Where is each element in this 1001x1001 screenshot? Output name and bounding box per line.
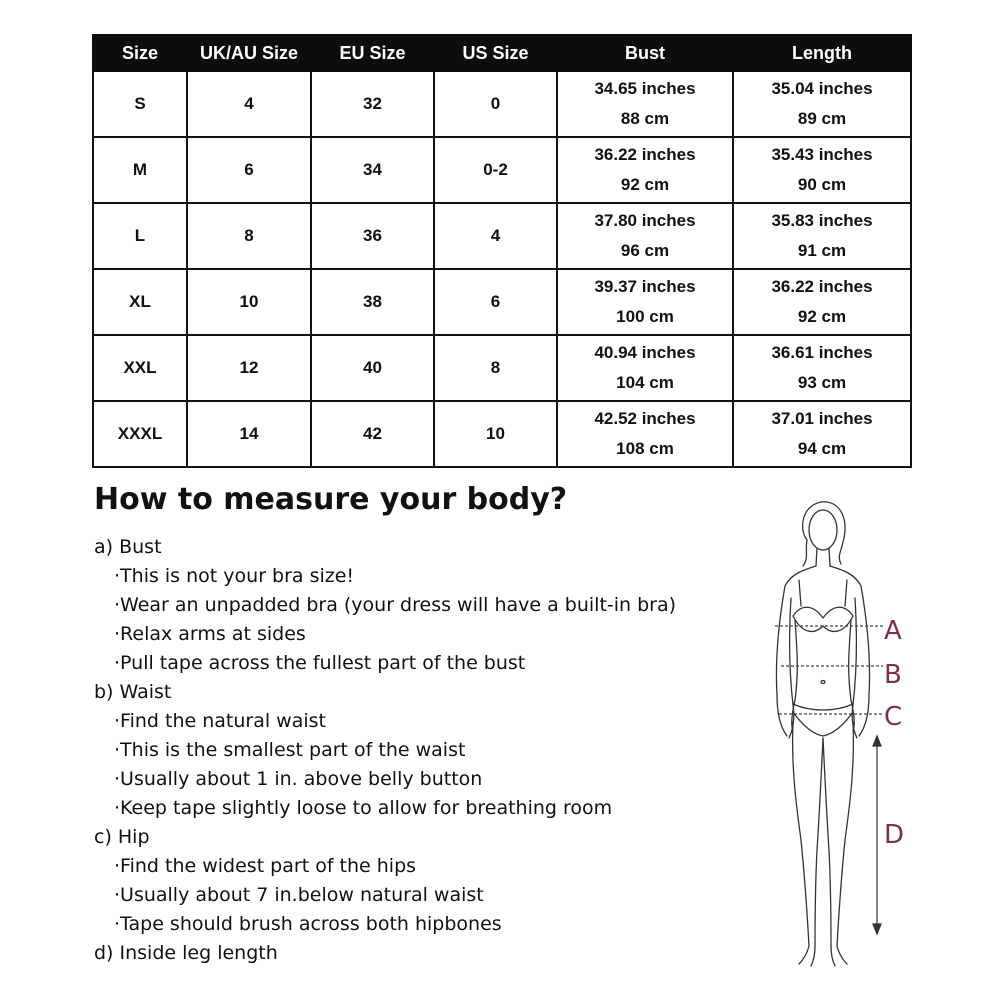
cell-eu-size: 36 <box>311 203 434 269</box>
length-cm: 94 cm <box>797 439 847 458</box>
header-bust: Bust <box>557 35 733 71</box>
cell-us-size: 0 <box>434 71 557 137</box>
cell-us-size: 8 <box>434 335 557 401</box>
bust-inches: 42.52 inches <box>594 409 696 428</box>
cell-bust <box>557 401 733 467</box>
list-item: ·This is the smallest part of the waist <box>114 739 466 761</box>
bust-inches: 40.94 inches <box>594 343 696 362</box>
label-d: D <box>884 820 905 850</box>
measuring-instructions <box>94 533 734 968</box>
cell-eu-size: 38 <box>311 269 434 335</box>
cell-eu-size: 42 <box>311 401 434 467</box>
cell-size: XXXL <box>93 401 187 467</box>
list-item: ·Keep tape slightly loose to allow for breathing room <box>114 797 613 819</box>
label-b: B <box>884 660 902 690</box>
bust-inches: 39.37 inches <box>594 277 696 296</box>
cell-bust <box>557 71 733 137</box>
list-item: ·Find the natural waist <box>114 710 326 732</box>
cell-uk-size: 10 <box>187 269 311 335</box>
cell-size: S <box>93 71 187 137</box>
length-inches: 35.83 inches <box>771 211 873 230</box>
list-item: ·This is not your bra size! <box>114 565 355 587</box>
cell-length <box>733 203 911 269</box>
section-waist-label: b) Waist <box>94 681 172 703</box>
header-us-size: US Size <box>434 35 557 71</box>
size-chart-table <box>92 34 912 468</box>
cell-size: L <box>93 203 187 269</box>
cell-bust <box>557 269 733 335</box>
header-uk-au-size: UK/AU Size <box>187 35 311 71</box>
cell-bust <box>557 203 733 269</box>
cell-size: XL <box>93 269 187 335</box>
header-size: Size <box>93 35 187 71</box>
bust-cm: 104 cm <box>616 373 674 392</box>
table-header-row <box>93 35 911 71</box>
length-cm: 92 cm <box>797 307 847 326</box>
length-cm: 89 cm <box>797 109 847 128</box>
cell-uk-size: 12 <box>187 335 311 401</box>
cell-length <box>733 269 911 335</box>
cell-uk-size: 4 <box>187 71 311 137</box>
cell-eu-size: 32 <box>311 71 434 137</box>
cell-us-size: 6 <box>434 269 557 335</box>
list-item: ·Usually about 1 in. above belly button <box>114 768 483 790</box>
cell-uk-size: 8 <box>187 203 311 269</box>
cell-eu-size: 34 <box>311 137 434 203</box>
cell-size: M <box>93 137 187 203</box>
list-item: ·Relax arms at sides <box>114 623 306 645</box>
section-hip-label: c) Hip <box>94 826 150 848</box>
header-length: Length <box>733 35 911 71</box>
cell-bust <box>557 335 733 401</box>
length-cm: 90 cm <box>797 175 847 194</box>
bust-inches: 34.65 inches <box>594 79 696 98</box>
guide-title: How to measure your body? <box>94 482 568 517</box>
list-item: ·Usually about 7 in.below natural waist <box>114 884 484 906</box>
cell-length <box>733 401 911 467</box>
list-item: ·Pull tape across the fullest part of the bust <box>114 652 526 674</box>
body-outline-illustration <box>755 490 885 970</box>
bust-cm: 108 cm <box>616 439 674 458</box>
label-a: A <box>884 616 902 646</box>
length-inches: 35.43 inches <box>771 145 873 164</box>
length-cm: 93 cm <box>797 373 847 392</box>
header-eu-size: EU Size <box>311 35 434 71</box>
list-item: ·Find the widest part of the hips <box>114 855 417 877</box>
cell-us-size: 4 <box>434 203 557 269</box>
cell-bust <box>557 137 733 203</box>
bust-cm: 92 cm <box>620 175 670 194</box>
cell-us-size: 10 <box>434 401 557 467</box>
list-item: ·Tape should brush across both hipbones <box>114 913 502 935</box>
length-inches: 36.61 inches <box>771 343 873 362</box>
cell-length <box>733 335 911 401</box>
length-cm: 91 cm <box>797 241 847 260</box>
length-inches: 36.22 inches <box>771 277 873 296</box>
length-inches: 37.01 inches <box>771 409 873 428</box>
table-row <box>93 203 911 269</box>
section-inside-leg-label: d) Inside leg length <box>94 942 278 964</box>
table-row <box>93 71 911 137</box>
bust-cm: 96 cm <box>620 241 670 260</box>
bust-inches: 36.22 inches <box>594 145 696 164</box>
bust-cm: 88 cm <box>620 109 670 128</box>
cell-uk-size: 6 <box>187 137 311 203</box>
cell-uk-size: 14 <box>187 401 311 467</box>
bust-cm: 100 cm <box>616 307 674 326</box>
cell-us-size: 0-2 <box>434 137 557 203</box>
length-inches: 35.04 inches <box>771 79 873 98</box>
table-row <box>93 137 911 203</box>
list-item: ·Wear an unpadded bra (your dress will have a built-in bra) <box>114 594 677 616</box>
cell-eu-size: 40 <box>311 335 434 401</box>
table-row <box>93 269 911 335</box>
cell-size: XXL <box>93 335 187 401</box>
table-row <box>93 335 911 401</box>
bust-inches: 37.80 inches <box>594 211 696 230</box>
cell-length <box>733 137 911 203</box>
table-row <box>93 401 911 467</box>
cell-length <box>733 71 911 137</box>
body-measurement-figure <box>755 490 915 970</box>
label-c: C <box>884 702 903 732</box>
section-bust-label: a) Bust <box>94 536 162 558</box>
